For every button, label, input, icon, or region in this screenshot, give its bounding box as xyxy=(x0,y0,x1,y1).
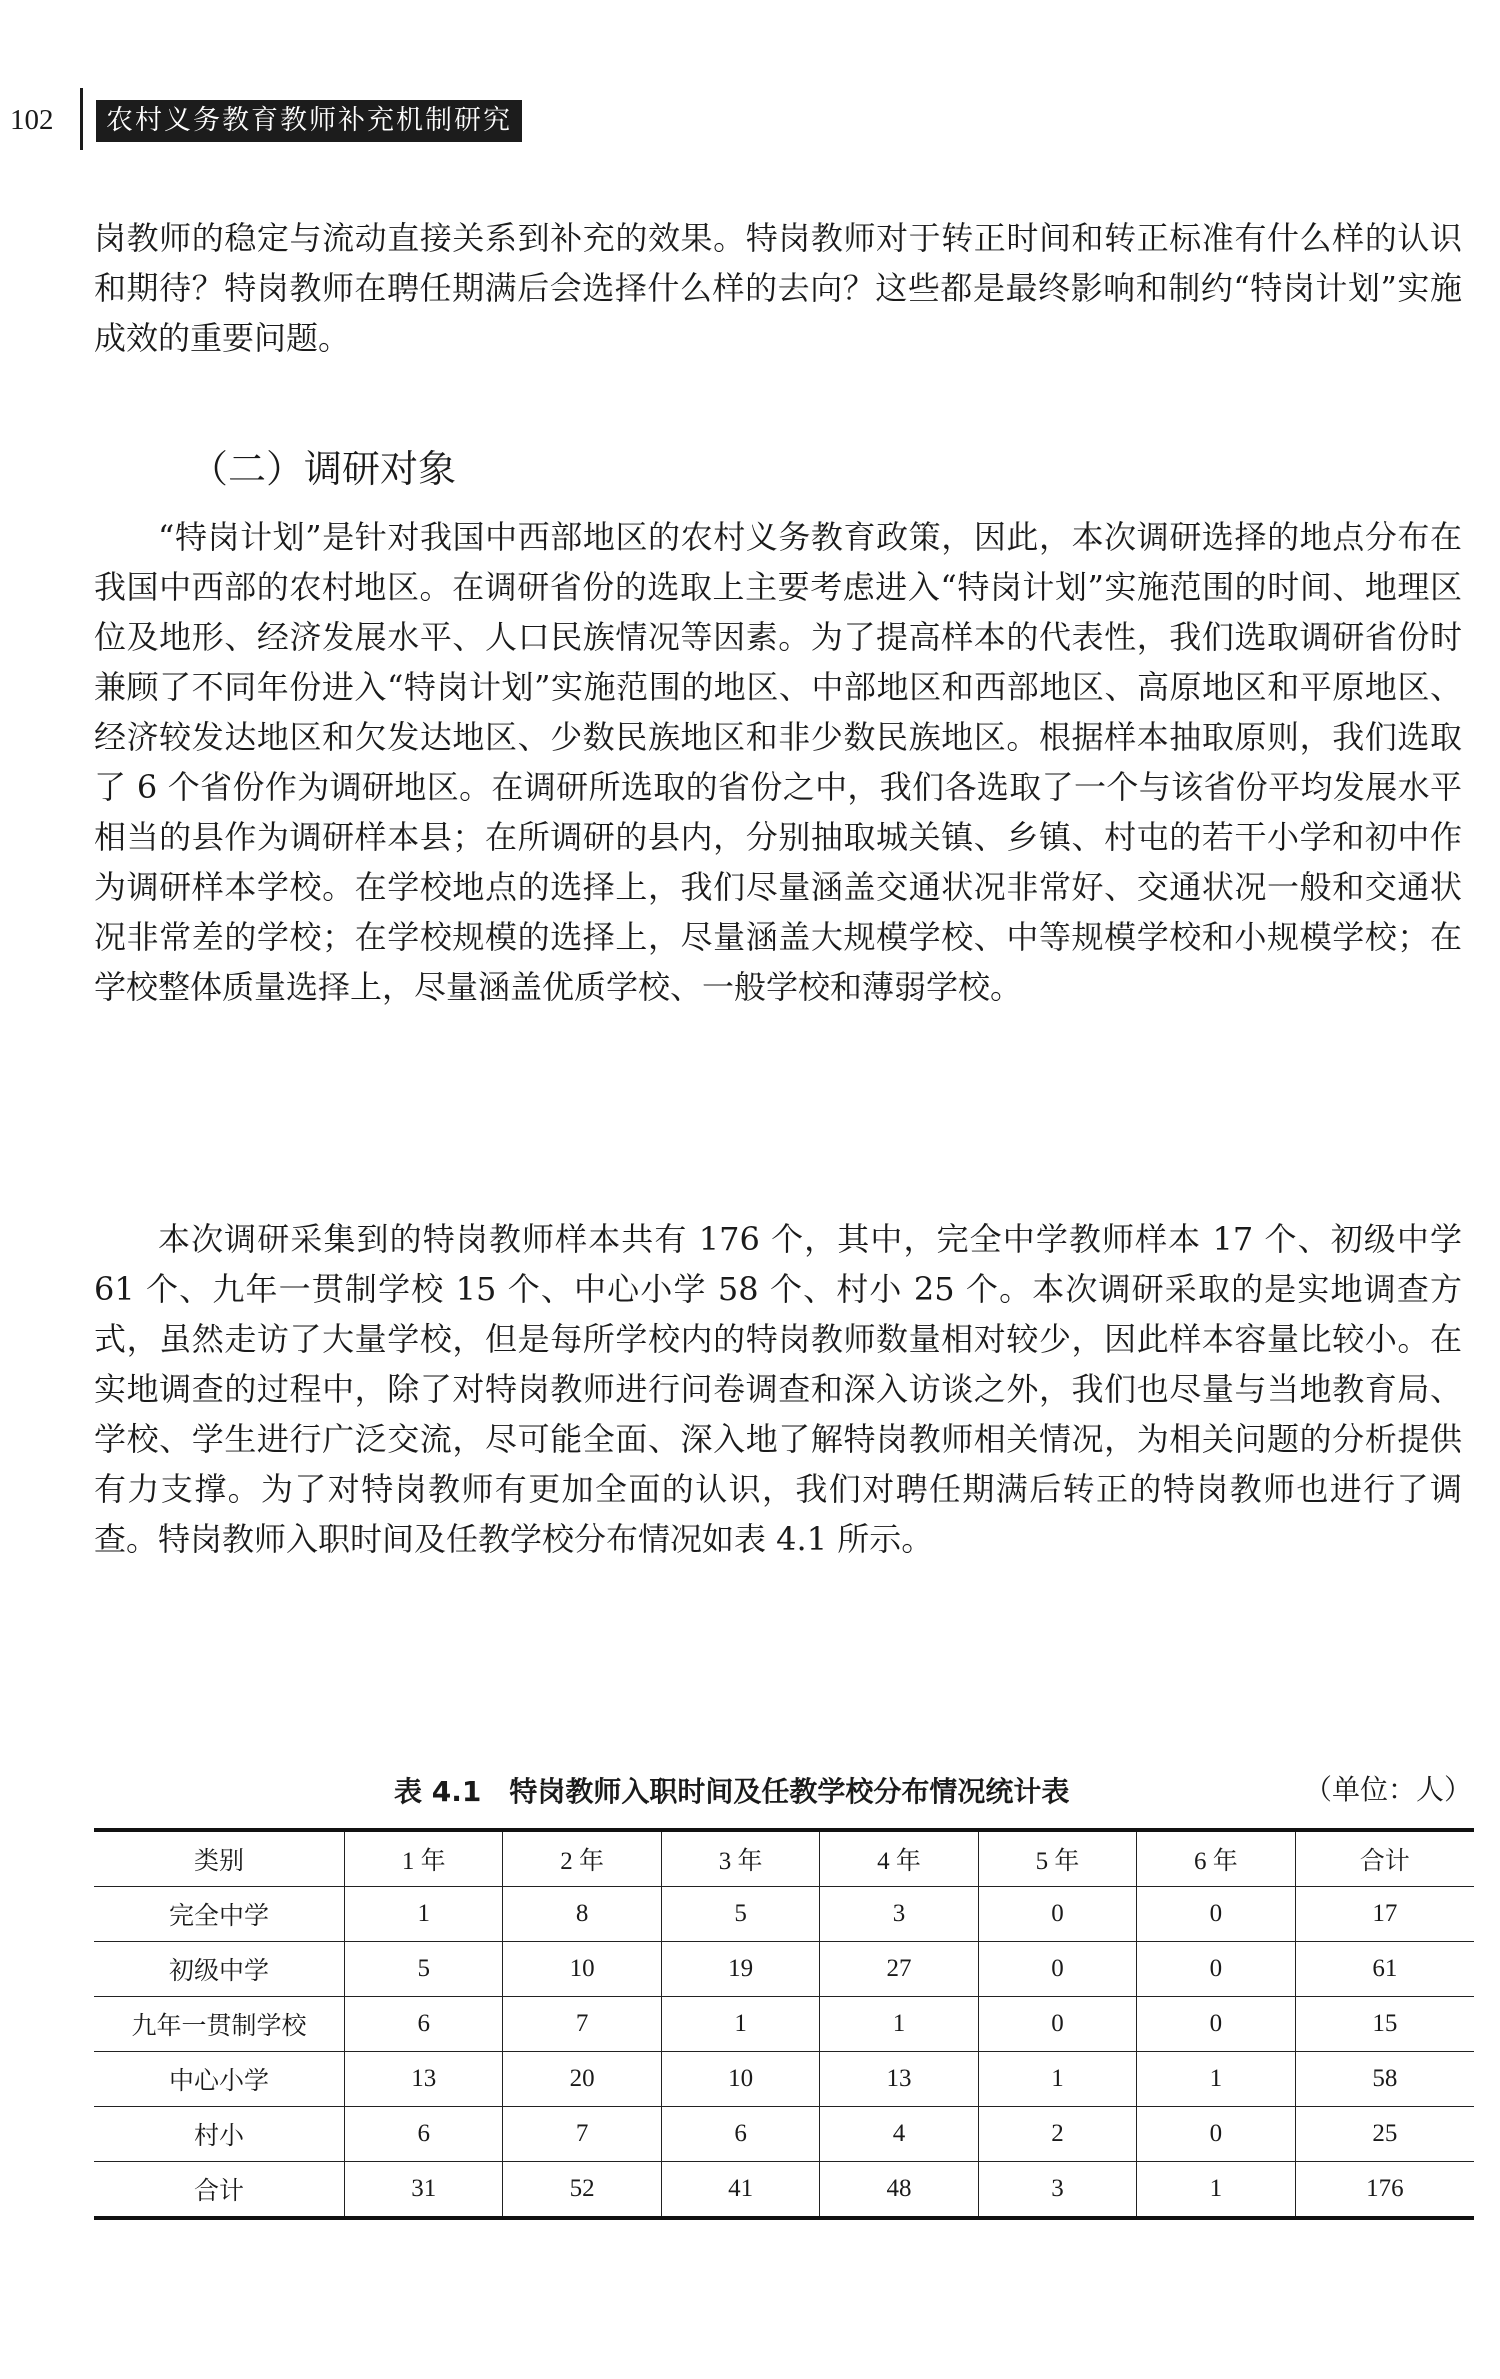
table-cell: 村小 xyxy=(94,2107,345,2162)
table-cell: 1 xyxy=(1137,2052,1295,2107)
table-cell: 48 xyxy=(820,2162,978,2219)
table-cell: 20 xyxy=(503,2052,661,2107)
table-cell: 13 xyxy=(345,2052,503,2107)
table-cell: 完全中学 xyxy=(94,1887,345,1942)
running-header xyxy=(0,88,1500,148)
header-divider xyxy=(80,88,83,150)
table-cell: 0 xyxy=(1137,1997,1295,2052)
table-cell: 0 xyxy=(978,1997,1136,2052)
table-cell: 4 xyxy=(820,2107,978,2162)
table-cell: 10 xyxy=(503,1942,661,1997)
statistics-table xyxy=(94,1828,1474,2220)
column-header: 3 年 xyxy=(661,1830,819,1887)
table-cell: 1 xyxy=(820,1997,978,2052)
table-cell: 0 xyxy=(1137,1942,1295,1997)
table-cell: 中心小学 xyxy=(94,2052,345,2107)
table-cell: 5 xyxy=(661,1887,819,1942)
section-heading: （二）调研对象 xyxy=(190,447,457,491)
table-cell: 176 xyxy=(1295,2162,1474,2219)
table-cell: 8 xyxy=(503,1887,661,1942)
column-header: 1 年 xyxy=(345,1830,503,1887)
table-total-row xyxy=(94,2162,1474,2219)
column-header: 合计 xyxy=(1295,1830,1474,1887)
table-cell: 1 xyxy=(978,2052,1136,2107)
table-caption-row xyxy=(94,1768,1474,1812)
column-header: 5 年 xyxy=(978,1830,1136,1887)
paragraph-sample-description: 本次调研采集到的特岗教师样本共有 176 个，其中，完全中学教师样本 17 个、初级中学 61 个、九年一贯制学校 15 个、中心小学 58 个、村小 25 个。本次调研采取的是实地调查方式，虽然走访了大量学校，但是每所学校内的特岗教师数量相对较少，因此样本容量比较小。在实地调查的过程中，除了对特岗教师进行问卷调查和深入访谈之外，我们也尽量与当地教育局、学校、学生进行广泛交流，尽可能全面、深入地了解特岗教师相关情况，为相关问题的分析提供有力支撑。为了对特岗教师有更加全面的认识，我们对聘任期满后转正的特岗教师也进行了调查。特岗教师入职时间及任教学校分布情况如表 4.1 所示。 xyxy=(94,1220,1462,1558)
page-number: 102 xyxy=(10,104,54,136)
table-cell: 17 xyxy=(1295,1887,1474,1942)
table-cell: 6 xyxy=(345,1997,503,2052)
table-cell: 25 xyxy=(1295,2107,1474,2162)
table-row xyxy=(94,1887,1474,1942)
table-cell: 7 xyxy=(503,2107,661,2162)
table-cell: 5 xyxy=(345,1942,503,1997)
table-row xyxy=(94,1942,1474,1997)
paragraph-survey-sites: “特岗计划”是针对我国中西部地区的农村义务教育政策，因此，本次调研选择的地点分布在我国中西部的农村地区。在调研省份的选取上主要考虑进入“特岗计划”实施范围的时间、地理区位及地形、经济发展水平、人口民族情况等因素。为了提高样本的代表性，我们选取调研省份时兼顾了不同年份进入“特岗计划”实施范围的地区、中部地区和西部地区、高原地区和平原地区、经济较发达地区和欠发达地区、少数民族地区和非少数民族地区。根据样本抽取原则，我们选取了 6 个省份作为调研地区。在调研所选取的省份之中，我们各选取了一个与该省份平均发展水平相当的县作为调研样本县；在所调研的县内，分别抽取城关镇、乡镇、村屯的若干小学和初中作为调研样本学校。在学校地点的选择上，我们尽量涵盖交通状况非常好、交通状况一般和交通状况非常差的学校；在学校规模的选择上，尽量涵盖大规模学校、中等规模学校和小规模学校；在学校整体质量选择上，尽量涵盖优质学校、一般学校和薄弱学校。 xyxy=(94,518,1462,1006)
table-cell: 3 xyxy=(978,2162,1136,2219)
table-cell: 6 xyxy=(345,2107,503,2162)
table-cell: 52 xyxy=(503,2162,661,2219)
table-cell: 27 xyxy=(820,1942,978,1997)
table-cell: 58 xyxy=(1295,2052,1474,2107)
table-cell: 2 xyxy=(978,2107,1136,2162)
table-cell: 13 xyxy=(820,2052,978,2107)
table-cell: 0 xyxy=(978,1942,1136,1997)
table-cell: 0 xyxy=(1137,1887,1295,1942)
table-row xyxy=(94,2107,1474,2162)
column-header: 6 年 xyxy=(1137,1830,1295,1887)
table-cell: 0 xyxy=(978,1887,1136,1942)
table-cell: 初级中学 xyxy=(94,1942,345,1997)
table-cell: 6 xyxy=(661,2107,819,2162)
table-cell: 1 xyxy=(345,1887,503,1942)
table-cell: 3 xyxy=(820,1887,978,1942)
table-unit: （单位：人） xyxy=(1303,1773,1472,1806)
table-header-row xyxy=(94,1830,1474,1887)
table-row xyxy=(94,2052,1474,2107)
table-cell: 19 xyxy=(661,1942,819,1997)
column-header: 类别 xyxy=(94,1830,345,1887)
table-cell: 31 xyxy=(345,2162,503,2219)
paragraph-intro: 岗教师的稳定与流动直接关系到补充的效果。特岗教师对于转正时间和转正标准有什么样的认识和期待？特岗教师在聘任期满后会选择什么样的去向？这些都是最终影响和制约“特岗计划”实施成效的重要问题。 xyxy=(94,219,1462,357)
table-cell: 41 xyxy=(661,2162,819,2219)
table-cell: 61 xyxy=(1295,1942,1474,1997)
table-cell: 合计 xyxy=(94,2162,345,2219)
table-cell: 九年一贯制学校 xyxy=(94,1997,345,2052)
table-caption: 表 4.1 特岗教师入职时间及任教学校分布情况统计表 xyxy=(394,1775,1070,1808)
column-header: 2 年 xyxy=(503,1830,661,1887)
book-title: 农村义务教育教师补充机制研究 xyxy=(96,100,522,142)
column-header: 4 年 xyxy=(820,1830,978,1887)
table-cell: 1 xyxy=(1137,2162,1295,2219)
table-cell: 15 xyxy=(1295,1997,1474,2052)
table-cell: 0 xyxy=(1137,2107,1295,2162)
table-row xyxy=(94,1997,1474,2052)
table-cell: 10 xyxy=(661,2052,819,2107)
table-cell: 7 xyxy=(503,1997,661,2052)
table-cell: 1 xyxy=(661,1997,819,2052)
